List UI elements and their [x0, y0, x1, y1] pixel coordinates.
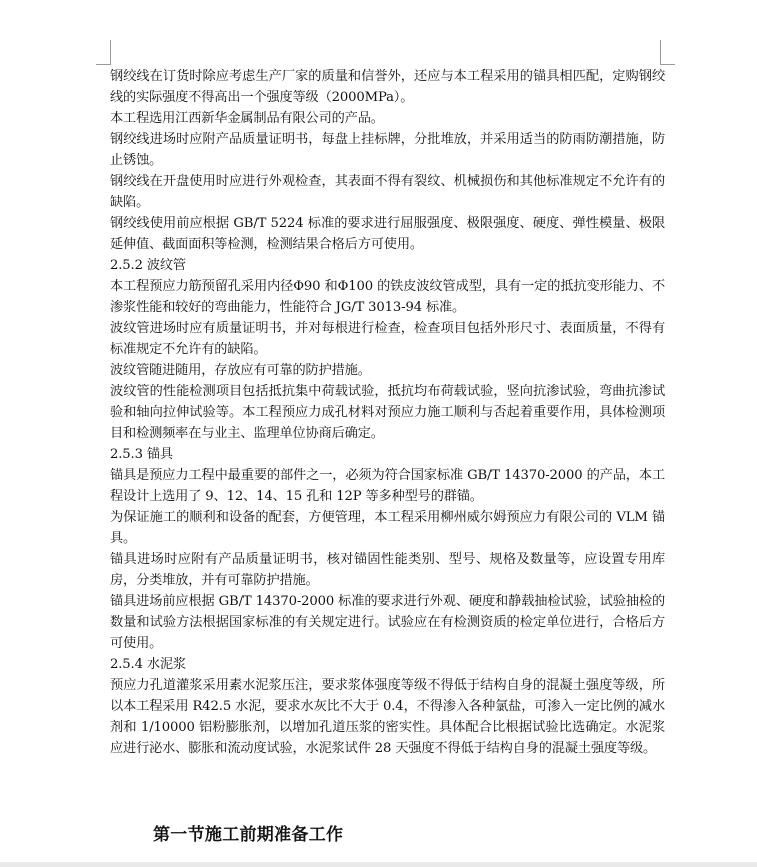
paragraph: 锚具是预应力工程中最重要的部件之一，必须为符合国家标准 GB/T 14370-2000 的产品，本工程设计上选用了 9、12、14、15 孔和 12P 等多种型号的群锚。	[110, 468, 665, 504]
subsection-heading: 2.5.4 水泥浆	[110, 657, 186, 672]
paragraph: 锚具进场前应根据 GB/T 14370-2000 标准的要求进行外观、硬度和静载抽检试验，试验抽检的数量和试验方法根据国家标准的有关规定进行。试验应在有检测资质的检定单位进行，合格后方可使用。	[110, 594, 665, 651]
paragraph: 波纹管的性能检测项目包括抵抗集中荷载试验，抵抗均布荷载试验，竖向抗渗试验，弯曲抗渗试验和轴向拉伸试验等。本工程预应力成孔材料对预应力施工顺利与否起着重要作用，具体检测项目和检测频率在与业主、监理单位协商后确定。	[110, 384, 665, 441]
paragraph: 本工程选用江西新华金属制品有限公司的产品。	[110, 111, 384, 126]
paragraph: 锚具进场时应附有产品质量证明书，核对锚固性能类别、型号、规格及数量等，应设置专用库房，分类堆放，并有可靠防护措施。	[110, 552, 665, 588]
paragraph: 钢绞线在开盘使用时应进行外观检查，其表面不得有裂纹、机械损伤和其他标准规定不允许有的缺陷。	[110, 174, 665, 210]
paragraph: 为保证施工的顺利和设备的配套，方便管理，本工程采用柳州威尔姆预应力有限公司的 VLM 锚具。	[110, 510, 665, 546]
paragraph: 波纹管进场时应有质量证明书，并对每根进行检查，检查项目包括外形尺寸、表面质量，不得有标准规定不允许有的缺陷。	[110, 321, 665, 357]
subsection-heading: 2.5.2 波纹管	[110, 258, 186, 273]
paragraph: 钢绞线使用前应根据 GB/T 5224 标准的要求进行屈服强度、极限强度、硬度、弹性模量、极限延伸值、截面面积等检测，检测结果合格后方可使用。	[110, 216, 665, 252]
paragraph: 本工程预应力筋预留孔采用内径Φ90 和Φ100 的铁皮波纹管成型，具有一定的抵抗变形能力、不渗浆性能和较好的弯曲能力，性能符合 JG/T 3013-94 标准。	[110, 279, 665, 315]
page-bottom-edge	[0, 862, 757, 867]
section-title: 第一节施工前期准备工作	[153, 825, 344, 845]
paragraph: 预应力孔道灌浆采用素水泥浆压注，要求浆体强度等级不得低于结构自身的混凝土强度等级，所以本工程采用 R42.5 水泥，要求水灰比不大于 0.4，不得渗入各种氯盐，可渗入一定比例的减水剂和 1/10000 铝粉膨胀剂，以增加孔道压浆的密实性。具体配合比根据试验比选确定。水泥浆应进行泌水、膨胀和流动度试验，水泥浆试件 28 天强度不得低于结构自身的混凝土强度等级。	[110, 678, 665, 756]
margin-corner-mark-top-left	[96, 40, 111, 65]
paragraph: 波纹管随进随用，存放应有可靠的防护措施。	[110, 363, 371, 378]
document-body	[110, 66, 665, 759]
paragraph: 钢绞线进场时应附产品质量证明书，每盘上挂标牌，分批堆放，并采用适当的防雨防潮措施，防止锈蚀。	[110, 132, 665, 168]
paragraph: 钢绞线在订货时除应考虑生产厂家的质量和信誉外，还应与本工程采用的锚具相匹配，定购钢绞线的实际强度不得高出一个强度等级（2000MPa）。	[110, 69, 665, 105]
subsection-heading: 2.5.3 锚具	[110, 447, 173, 462]
margin-corner-mark-top-right	[660, 40, 675, 65]
